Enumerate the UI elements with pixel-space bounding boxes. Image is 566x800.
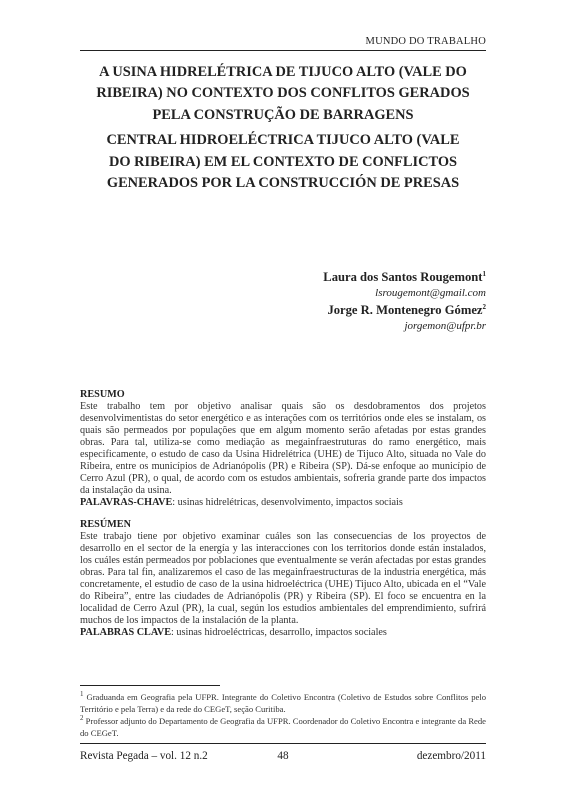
keywords-es-label: PALABRAS CLAVE (80, 627, 172, 638)
title-es-line: DO RIBEIRA) EM EL CONTEXTO DE CONFLICTOS (108, 153, 458, 170)
author-email[interactable]: lsrougemont@gmail.com (375, 287, 486, 299)
keywords-es-list: : usinas hidroeléctricas, desarrollo, impactos sociales (171, 627, 387, 638)
page-footer (80, 743, 486, 768)
footer-journal: Revista Pegada – vol. 12 n.2 (80, 750, 208, 762)
keywords-pt (80, 497, 486, 509)
footnote-item (80, 716, 486, 739)
title-pt-line: RIBEIRA) NO CONTEXTO DOS CONFLITOS GERADOS (96, 85, 470, 102)
section-label: MUNDO DO TRABALHO (365, 36, 486, 47)
keywords-pt-label: PALAVRAS-CHAVE (80, 497, 173, 508)
abstract-pt-body: Este trabalho tem por objetivo analisar quais são os desdobramentos dos projetos desenvolvimentistas do setor energético e as interações com os territórios onde eles se instalam, os quais são permeados por populações que em algum momento serão afetadas por estas grandes obras. Para tal, utiliza-se como mediação as megainfraestruturas do ramo energético, mais especificamente, o estudo de caso da Usina Hidrelétrica (UHE) de Tijuco Alto, situada no Vale do Ribeira, entre os municípios de Adrianópolis (PR) e Ribeira (SP). Dá-se enfoque ao município de Cerro Azul (PR), o qual, de acordo com os estudos ambientais, sofreria grande parte dos impactos da instalação da usina. (80, 401, 486, 496)
footnote-item (80, 692, 486, 715)
article-titles (80, 62, 486, 194)
abstracts (80, 389, 486, 649)
footnotes (80, 685, 486, 740)
footnote-rule (80, 685, 220, 686)
footnote-number: 1 (80, 690, 84, 699)
footer-date: dezembro/2011 (416, 750, 486, 762)
keywords-pt-list: : usinas hidrelétricas, desenvolvimento, impactos sociais (172, 497, 403, 508)
page-number: 48 (277, 750, 289, 762)
author-name: Laura dos Santos Rougemont$^1$ (323, 269, 486, 284)
author-block (323, 268, 486, 334)
title-es (80, 130, 486, 194)
footnote-text: Professor adjunto do Departamento de Geografia da UFPR. Coordenador do Coletivo Encontra e integrante da Rede do CEGeT. (80, 716, 486, 738)
title-pt-line: A USINA HIDRELÉTRICA DE TIJUCO ALTO (VALE DO (99, 64, 467, 80)
author-name: Jorge R. Montenegro Gómez$^2$ (327, 302, 486, 317)
footnote-marker[interactable]: 2 (482, 302, 486, 311)
title-pt (80, 62, 486, 126)
footnote-text: Graduanda em Geografia pela UFPR. Integrante do Coletivo Encontra (Coletivo de Estudos sobre Conflitos pelo Território e pela Terra) e da rede do CEGeT, seção Curitiba. (80, 692, 486, 714)
author-email[interactable]: jorgemon@ufpr.br (404, 320, 486, 332)
title-es-line: CENTRAL HIDROELÉCTRICA TIJUCO ALTO (VALE (106, 132, 460, 149)
header-rule (80, 50, 486, 51)
keywords-es (80, 627, 486, 639)
page-header (0, 28, 566, 48)
footnote-marker[interactable]: 1 (482, 269, 486, 278)
footnote-number: 2 (80, 714, 84, 723)
abstract-pt-heading: RESUMO (80, 389, 125, 400)
title-pt-line: PELA CONSTRUÇÃO DE BARRAGENS (152, 106, 414, 123)
abstract-es-body: Este trabajo tiene por objetivo examinar cuáles son las consecuencias de los proyectos de desarrollo en el sector de la energía y las interacciones con los territorios donde están instalados, los cuáles están permeados por poblaciones que eventualmente se verán afectadas por estas grandes obras. Para tal fin, analizaremos el caso de las megainfraestructuras de la industria energética, más concretamente, el estudio de caso de la usina hidroeléctrica (UHE) Tijuco Alto, ubicada en el “Vale do Ribeira”, entre las ciudades de Adrianópolis (PR) y Ribeira (SP). El foco se encuentra en la localidad de Cerro Azul (PR), la cual, según los estudios ambientales del emprendimiento, sufrirá muchos de los impactos de la instalación de la planta. (80, 531, 486, 626)
abstract-es-heading: RESÚMEN (80, 519, 131, 530)
title-es-line: GENERADOS POR LA CONSTRUCCIÓN DE PRESAS (106, 175, 460, 192)
